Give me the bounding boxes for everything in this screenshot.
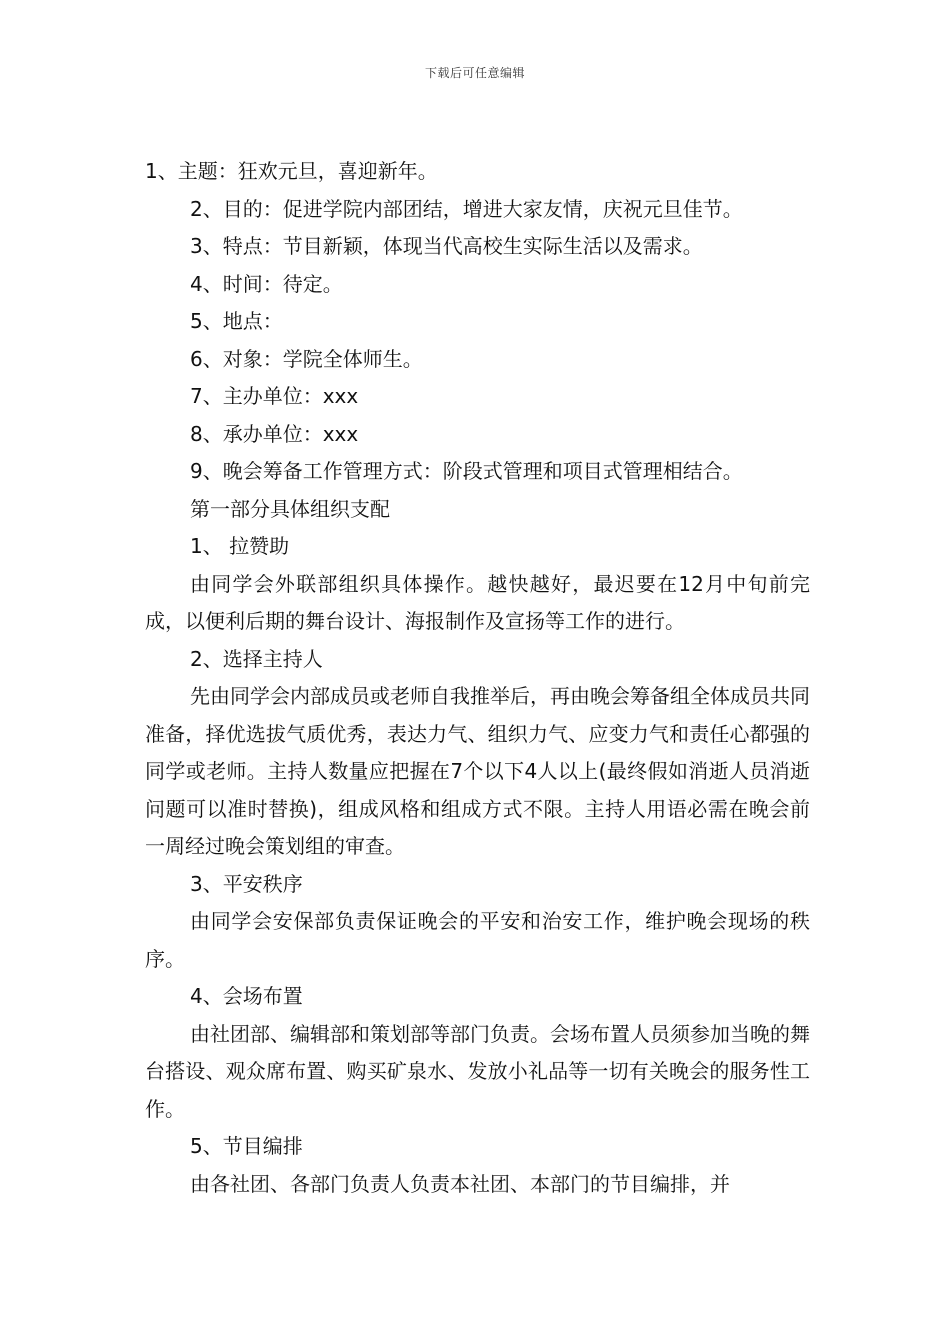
section-host-body: 先由同学会内部成员或老师自我推举后，再由晚会筹备组全体成员共同准备，择优选拔气质优秀，表达力气、组织力气、应变力气和责任心都强的同学或老师。主持人数量应把握在7个以下4人以上(最终假如消逝人员消逝问题可以准时替换)，组成风格和组成方式不限。主持人用语必需在晚会前一周经过晚会策划组的审查。	[145, 684, 810, 858]
section-venue-title: 4、会场布置	[190, 984, 303, 1008]
item-location: 5、地点：	[190, 309, 283, 333]
section-security-body: 由同学会安保部负责保证晚会的平安和治安工作，维护晚会现场的秩序。	[145, 909, 810, 971]
section-sponsorship-body: 由同学会外联部组织具体操作。越快越好，最迟要在12月中旬前完成，以便利后期的舞台设计、海报制作及宣扬等工作的进行。	[145, 571, 810, 633]
section-sponsorship-title: 1、 拉赞助	[190, 534, 290, 558]
section-program-body: 由各社团、各部门负责人负责本社团、本部门的节目编排，并	[190, 1171, 730, 1196]
section-venue-body: 由社团部、编辑部和策划部等部门负责。会场布置人员须参加当晚的舞台搭设、观众席布置、购买矿泉水、发放小礼品等一切有关晚会的服务性工作。	[145, 1021, 810, 1121]
page-header: 下载后可任意编辑	[424, 66, 525, 80]
item-time: 4、时间：待定。	[190, 271, 343, 296]
item-theme: 1、主题：狂欢元旦，喜迎新年。	[145, 159, 438, 183]
item-undertaker: 8、承办单位：xxx	[190, 421, 359, 446]
part-heading: 第一部分具体组织支配	[190, 496, 390, 521]
section-host-title: 2、选择主持人	[190, 646, 323, 671]
document-body	[145, 153, 810, 1203]
item-audience: 6、对象：学院全体师生。	[190, 346, 423, 371]
item-organizer: 7、主办单位：xxx	[190, 384, 359, 408]
item-features: 3、特点：节目新颖，体现当代高校生实际生活以及需求。	[190, 234, 703, 258]
item-management: 9、晚会筹备工作管理方式：阶段式管理和项目式管理相结合。	[190, 459, 743, 483]
item-purpose: 2、目的：促进学院内部团结，增进大家友情，庆祝元旦佳节。	[190, 196, 743, 221]
section-program-title: 5、节目编排	[190, 1134, 303, 1158]
section-security-title: 3、平安秩序	[190, 871, 303, 896]
